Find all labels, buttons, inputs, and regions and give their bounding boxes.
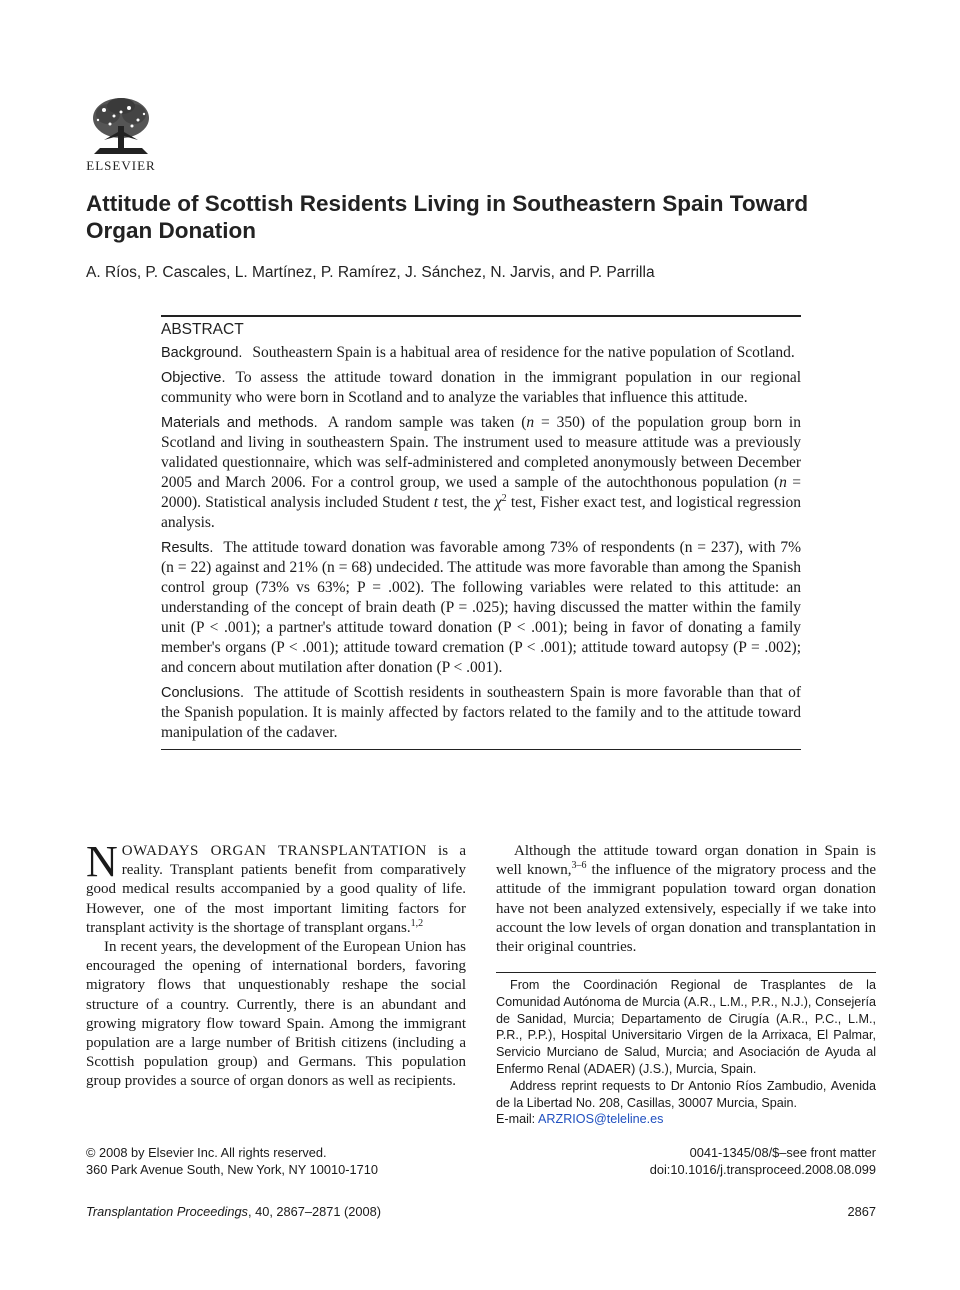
methods-text-5: test, Fisher exact test, and logistical regression analysis. [161,494,801,531]
results-label: Results. [161,540,214,556]
reprint-address: Address reprint requests to Dr Antonio Ríos Zambudio, Avenida de la Libertad No. 208, Casillas, 30007 Murcia, Spain. [496,1078,876,1110]
issn-line: 0041-1345/08/$–see front matter [689,1145,876,1160]
methods-text-3: = 2000). Statistical analysis included Student [161,474,801,511]
body-paragraph-1-text: is a reality. Transplant patients benefit from comparatively good medical results accompanied by a good quality of life. However, one of the most important limiting factors for transplant activity is the shortage of transplant organs. [86,843,466,936]
methods-text-2: = 350) of the population group born in Scotland and living in southeastern Spain. The instrument used to measure attitude was a previously validated questionnaire, which was self-administered and completed anonymously between December 2005 and March 2006. For a control group, we used a sample of the autochthonous population ( [161,414,801,491]
copyright-line: © 2008 by Elsevier Inc. All rights reserved. [86,1145,327,1160]
background-label: Background. [161,345,243,361]
copyright-block [86,1145,378,1179]
reference-3-6[interactable]: 3–6 [571,860,587,872]
elsevier-wordmark: ELSEVIER [86,158,156,173]
email-line [496,1111,876,1128]
abstract-conclusions [161,683,801,743]
email-label: E-mail: [496,1112,538,1127]
journal-name: Transplantation Proceedings [86,1204,248,1219]
results-text: The attitude toward donation was favorable among 73% of respondents (n = 237), with 7% (n = 22) against and 21% (n = 68) undecided. The attitude was more favorable than among the Spanish control group (73% vs 63%; P = .002). The following variables were related to this attitude: an understanding of the concept of brain death (P = .025); having discussed the matter within the family unit (P < .001); a partner's attitude toward donation (P < .001); being in favor of donating a family member's organs (P < .001); attitude toward cremation (P < .001); attitude toward autopsy (P = .002); and concern about mutilation after donation (P < .001). [161,539,801,676]
email-link[interactable]: ARZRIOS@teleline.es [538,1112,664,1127]
abstract-results [161,538,801,678]
body-paragraph-3-text-b: the influence of the migratory process and the attitude of the immigrant population toward organ donation have not been analyzed extensively, especially if we take into account the low levels of organ donation and transplantation in their original countries. [496,862,876,956]
body-column-right [496,842,876,957]
methods-text-1: A random sample was taken ( [327,414,527,431]
methods-n-1: n [526,414,535,431]
tree-logo-icon [84,96,158,158]
issn-block [650,1145,876,1179]
abstract-objective [161,368,801,408]
conclusions-label: Conclusions. [161,685,245,701]
author-list: A. Ríos, P. Cascales, L. Martínez, P. Ramírez, J. Sánchez, N. Jarvis, and P. Parrilla [86,264,655,281]
lead-in-smallcaps: OWADAYS ORGAN TRANSPLANTATION [121,843,427,859]
journal-citation [86,1204,381,1219]
doi-line[interactable]: doi:10.1016/j.transproceed.2008.08.099 [649,1161,876,1177]
affiliation-from: From the Coordinación Regional de Trasplantes de la Comunidad Autónoma de Murcia (A.R., L.M., P.R., N.J.), Consejería de Sanidad, Murcia; Departamento de Cirugía (A.R., P.C., L.M., P.R., P.P.), Hospital Universitario Virgen de la Arrixaca, El Palmar, Servicio Murciano de Salud, Murcia; and Asociación de Ayuda al Enfermo Renal (ADAER) (J.S.), Murcia, Spain. [496,978,876,1076]
body-paragraph-3 [496,842,876,957]
drop-cap: N [86,837,118,886]
methods-chi-sup: 2 [501,492,507,504]
methods-text-4: test, the [438,494,495,511]
methods-label: Materials and methods. [161,415,318,431]
methods-n-2: n [779,474,787,491]
reference-1-2[interactable]: 1,2 [410,917,424,929]
objective-text: To assess the attitude toward donation in the immigrant population in our regional community who were born in Scotland and to analyze the variables that influence this attitude. [161,369,801,406]
page-number: 2867 [847,1204,876,1219]
background-text: Southeastern Spain is a habitual area of residence for the native population of Scotland. [252,344,795,361]
journal-volume: , 40, 2867–2871 (2008) [247,1204,382,1219]
body-paragraph-1 [86,837,466,938]
conclusions-text: The attitude of Scottish residents in southeastern Spain is more favorable than that of the Spanish population. It is mainly affected by factors related to the family and to the attitude toward manipulation of the cadaver. [161,684,801,741]
methods-chi: χ [494,494,502,511]
body-column-left [86,837,466,1092]
body-paragraph-2: In recent years, the development of the European Union has encouraged the opening of international borders, favoring migratory flows that unquestionably reshape the social structure of a country. Currently, there is an abundant and growing migratory flow toward Spain. Among the immigrant population are a large number of British citizens (including a Scottish population group) and Germans. This population group provides a source of organ donors as well as recipients. [86,939,466,1090]
abstract-box [161,315,801,750]
objective-label: Objective. [161,370,226,386]
abstract-heading: ABSTRACT [161,321,244,338]
abstract-methods [161,413,801,533]
affiliation-footnote [496,972,876,1128]
article-title: Attitude of Scottish Residents Living in Southeastern Spain Toward Organ Donation [86,191,809,243]
methods-t: t [433,494,438,511]
publisher-address: 360 Park Avenue South, New York, NY 10010-1710 [86,1161,378,1177]
body-paragraph-3-text-a: Although the attitude toward organ donation in Spain is well known, [496,843,876,879]
abstract-background [161,343,801,363]
